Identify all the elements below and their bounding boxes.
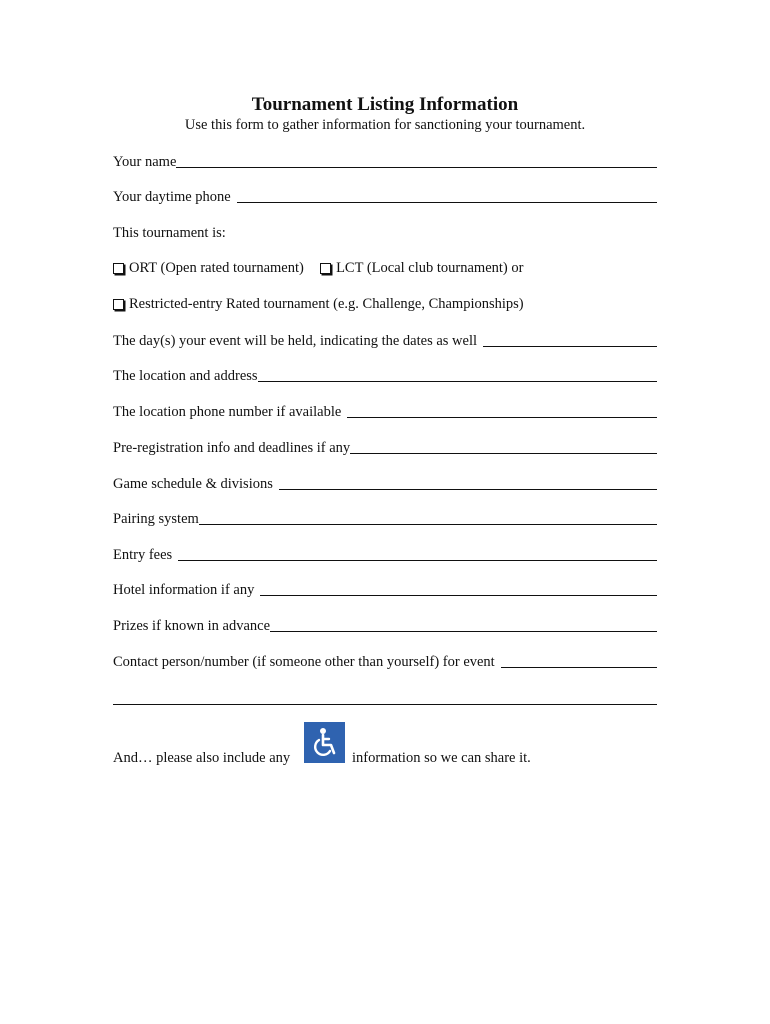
restricted-option-row	[113, 296, 524, 314]
contact-field-continuation[interactable]	[113, 704, 657, 705]
prizes-field[interactable]	[270, 616, 657, 632]
entry-fees-label: Entry fees	[113, 547, 173, 563]
prizes-row	[113, 616, 657, 634]
game-schedule-field[interactable]	[279, 474, 657, 490]
restricted-option[interactable]	[113, 296, 524, 312]
entry-fees-field[interactable]	[178, 545, 657, 561]
location-address-row	[113, 366, 657, 384]
your-name-label: Your name	[113, 154, 177, 170]
closing-text-start: And… please also include any	[113, 750, 291, 766]
hotel-info-row	[113, 580, 657, 598]
game-schedule-row	[113, 474, 657, 492]
preregistration-label: Pre-registration info and deadlines if any	[113, 440, 351, 456]
daytime-phone-row	[113, 187, 657, 205]
game-schedule-label: Game schedule & divisions	[113, 476, 273, 492]
closing-text-end: information so we can share it.	[352, 750, 531, 766]
pairing-system-row	[113, 509, 657, 527]
contact-field[interactable]	[501, 652, 657, 668]
location-phone-label: The location phone number if available	[113, 404, 342, 420]
lct-option[interactable]	[320, 260, 523, 276]
restricted-checkbox[interactable]	[113, 299, 124, 310]
lct-option-label: LCT (Local club tournament) or	[336, 260, 524, 276]
form-subtitle: Use this form to gather information for sanctioning your tournament.	[184, 117, 586, 133]
preregistration-field[interactable]	[350, 438, 657, 454]
your-name-field[interactable]	[176, 152, 657, 168]
location-address-field[interactable]	[258, 366, 657, 382]
ort-option-label: ORT (Open rated tournament)	[129, 260, 304, 276]
restricted-option-label: Restricted-entry Rated tournament (e.g. Challenge, Championships)	[129, 296, 524, 312]
daytime-phone-label: Your daytime phone	[113, 189, 231, 205]
event-days-field[interactable]	[483, 331, 657, 347]
pairing-system-label: Pairing system	[113, 511, 199, 527]
hotel-info-field[interactable]	[260, 580, 657, 596]
preregistration-row	[113, 438, 657, 456]
ort-option[interactable]	[113, 260, 304, 276]
daytime-phone-field[interactable]	[237, 187, 657, 203]
contact-row	[113, 652, 657, 670]
location-address-label: The location and address	[113, 368, 258, 384]
tournament-type-options-row	[113, 260, 523, 278]
event-days-row	[113, 331, 657, 349]
hotel-info-label: Hotel information if any	[113, 582, 255, 598]
tournament-type-label: This tournament is:	[113, 225, 226, 241]
form-title: Tournament Listing Information	[251, 94, 519, 115]
location-phone-row	[113, 402, 657, 420]
contact-label: Contact person/number (if someone other than yourself) for event	[113, 654, 495, 670]
location-phone-field[interactable]	[347, 402, 657, 418]
lct-checkbox[interactable]	[320, 263, 331, 274]
prizes-label: Prizes if known in advance	[113, 618, 271, 634]
event-days-label: The day(s) your event will be held, indicating the dates as well	[113, 333, 478, 349]
wheelchair-accessibility-icon	[304, 722, 345, 763]
ort-checkbox[interactable]	[113, 263, 124, 274]
your-name-row	[113, 152, 657, 170]
entry-fees-row	[113, 545, 657, 563]
pairing-system-field[interactable]	[199, 509, 657, 525]
